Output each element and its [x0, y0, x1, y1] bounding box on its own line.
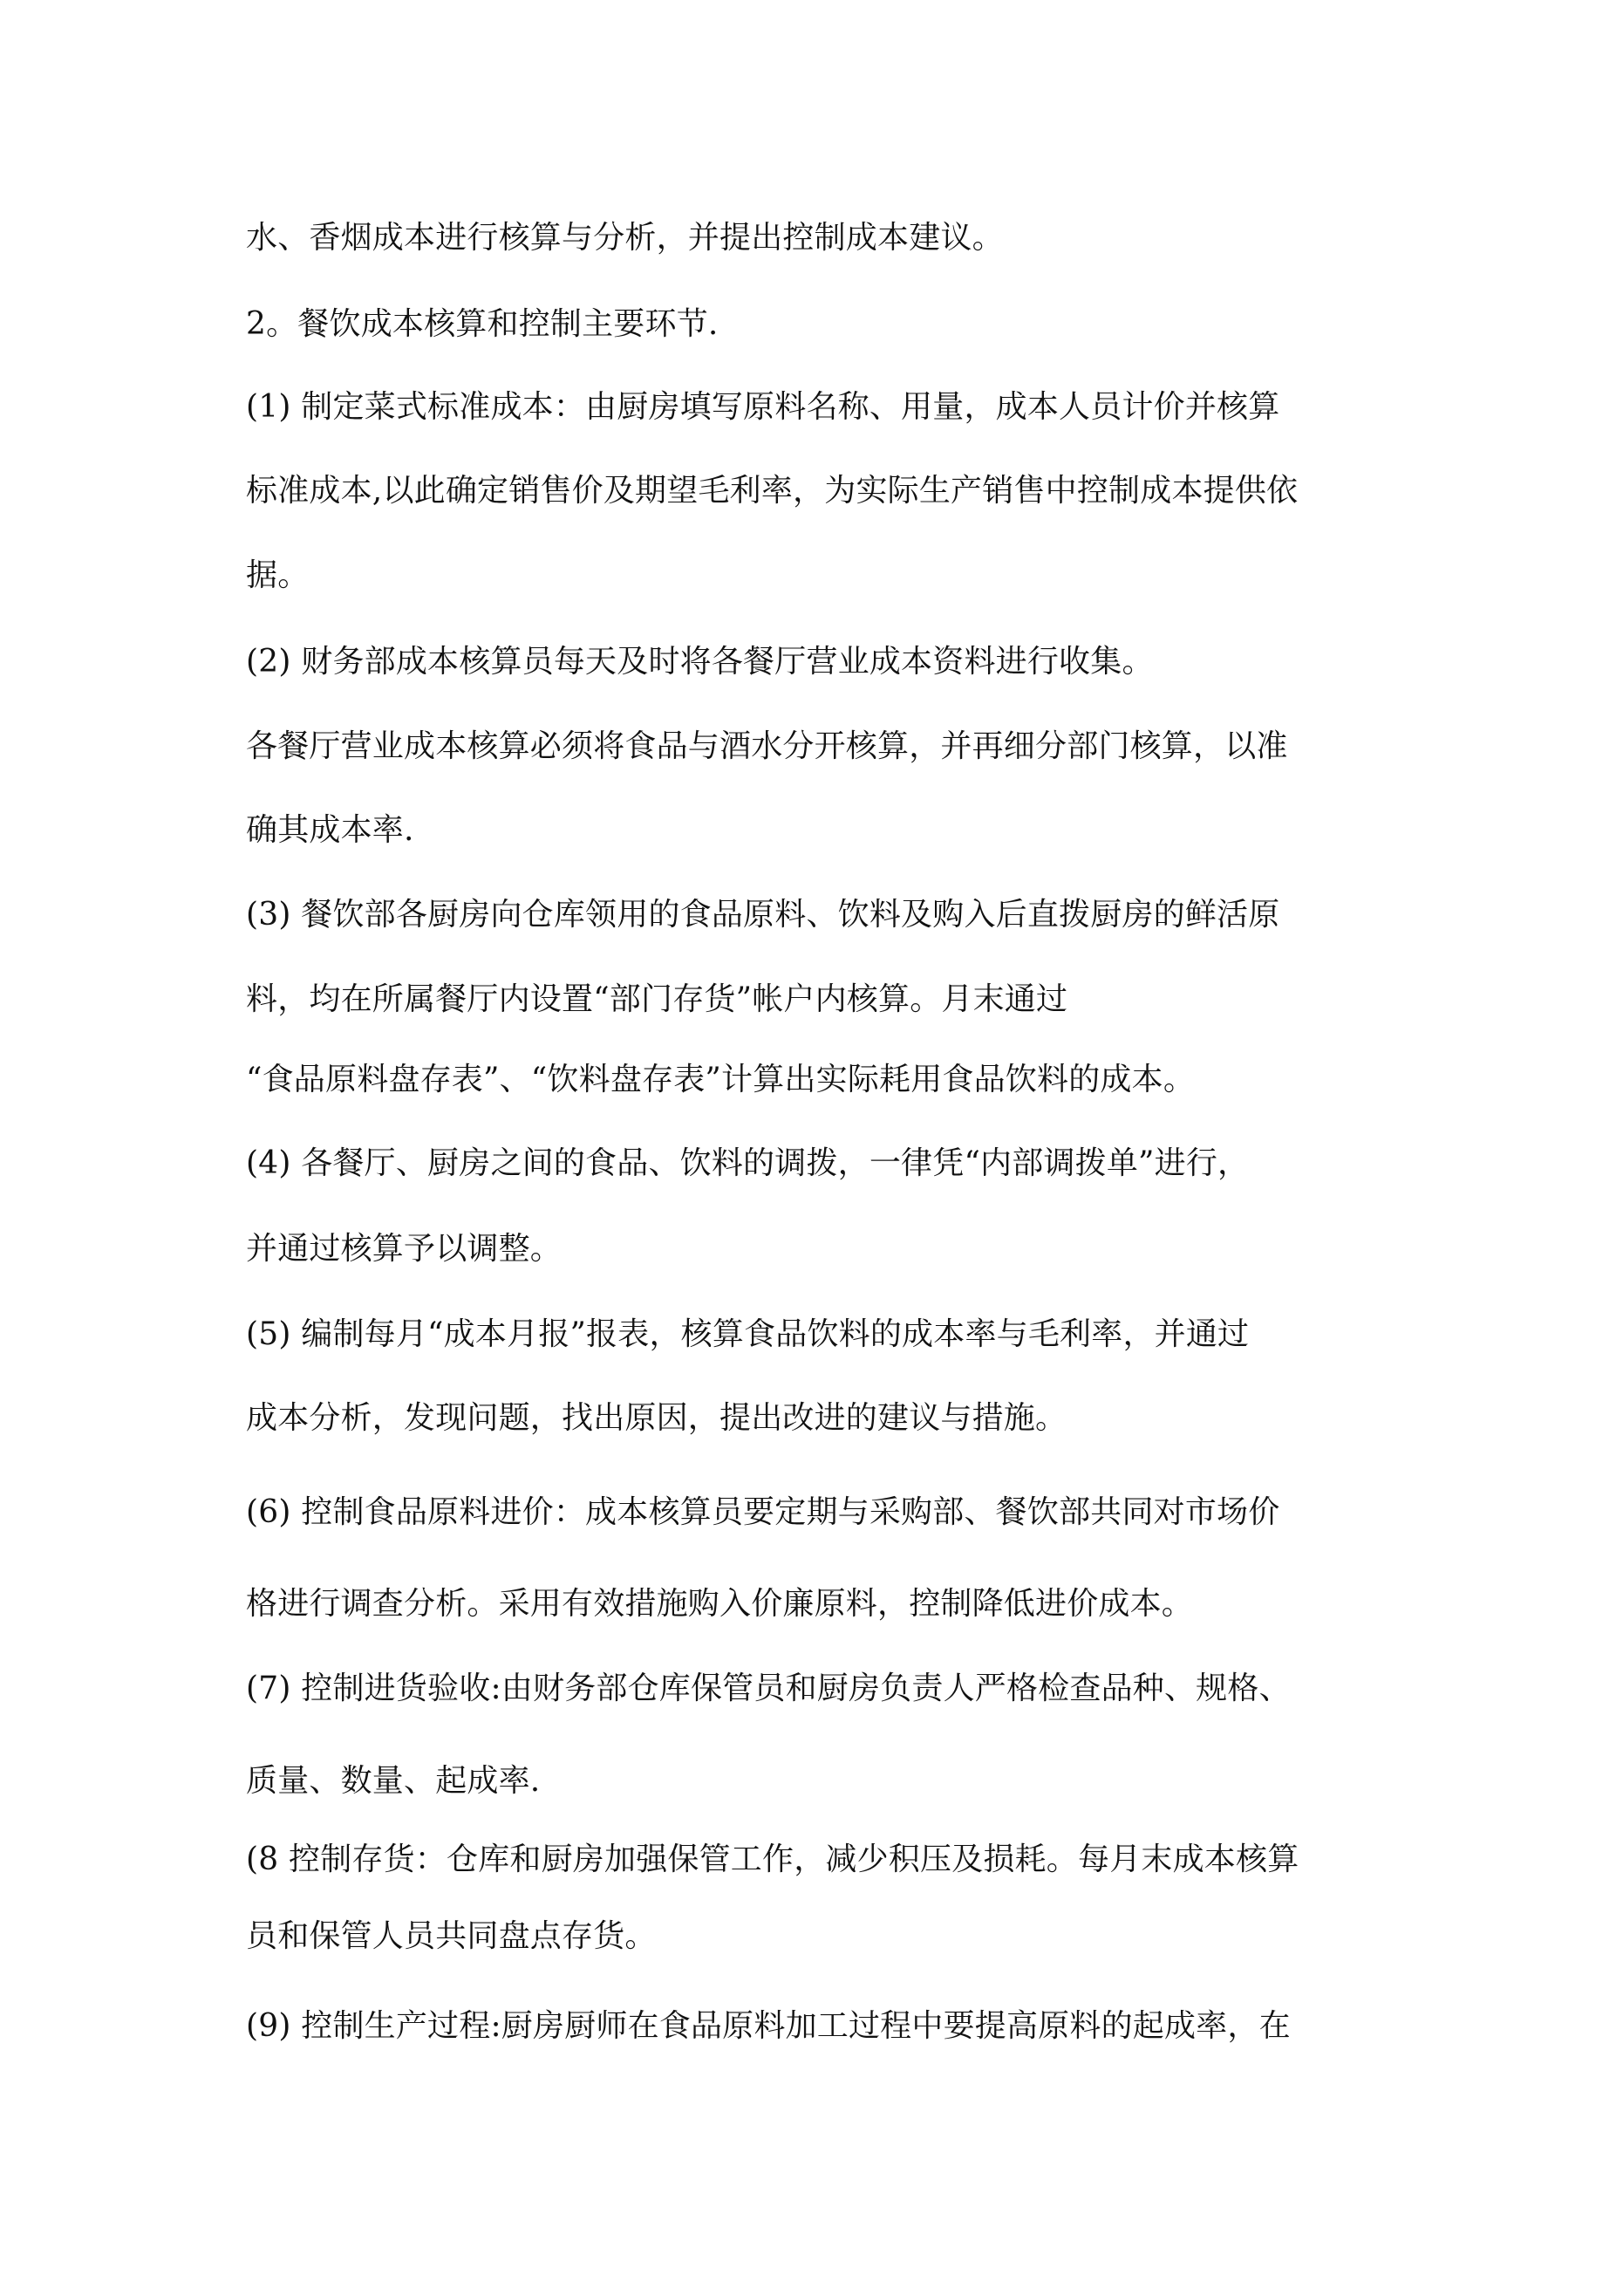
text-line: “食品原料盘存表”、“饮料盘存表”计算出实际耗用食品饮料的成本。 [246, 1062, 1196, 1097]
text-line: (6) 控制食品原料进价：成本核算员要定期与采购部、餐饮部共同对市场价 [246, 1494, 1280, 1530]
text-line: 水、香烟成本进行核算与分析，并提出控制成本建议。 [246, 220, 1004, 256]
text-line: 格进行调查分析。采用有效措施购入价廉原料，控制降低进价成本。 [246, 1586, 1194, 1622]
text-line: (4) 各餐厅、厨房之间的食品、饮料的调拨，一律凭“内部调拨单”进行， [246, 1145, 1250, 1181]
section-heading: 2。餐饮成本核算和控制主要环节. [246, 306, 719, 342]
text-line: 并通过核算予以调整。 [246, 1231, 563, 1267]
text-line: (8 控制存货：仓库和厨房加强保管工作，减少积压及损耗。每月末成本核算 [246, 1842, 1299, 1877]
text-line: (9) 控制生产过程:厨房厨师在食品原料加工过程中要提高原料的起成率，在 [246, 2008, 1291, 2044]
text-line: 据。 [246, 557, 310, 593]
text-line: 各餐厅营业成本核算必须将食品与酒水分开核算，并再细分部门核算，以准 [246, 728, 1288, 764]
text-line: 成本分析，发现问题，找出原因，提出改进的建议与措施。 [246, 1400, 1067, 1436]
text-line: (1) 制定菜式标准成本：由厨房填写原料名称、用量，成本人员计价并核算 [246, 389, 1280, 425]
text-line: 确其成本率. [246, 812, 414, 848]
text-line: (3) 餐饮部各厨房向仓库领用的食品原料、饮料及购入后直拨厨房的鲜活原 [246, 897, 1280, 933]
text-line: 员和保管人员共同盘点存货。 [246, 1918, 657, 1954]
text-line: (2) 财务部成本核算员每天及时将各餐厅营业成本资料进行收集。 [246, 644, 1154, 680]
text-line: 质量、数量、起成率. [246, 1763, 541, 1799]
text-line: (7) 控制进货验收:由财务部仓库保管员和厨房负责人严格检查品种、规格、 [246, 1671, 1291, 1706]
text-line: 标准成本,以此确定销售价及期望毛利率，为实际生产销售中控制成本提供依 [246, 473, 1299, 509]
text-line: 料，均在所属餐厅内设置“部门存货”帐户内核算。月末通过 [246, 981, 1068, 1017]
text-line: (5) 编制每月“成本月报”报表，核算食品饮料的成本率与毛利率，并通过 [246, 1316, 1250, 1352]
